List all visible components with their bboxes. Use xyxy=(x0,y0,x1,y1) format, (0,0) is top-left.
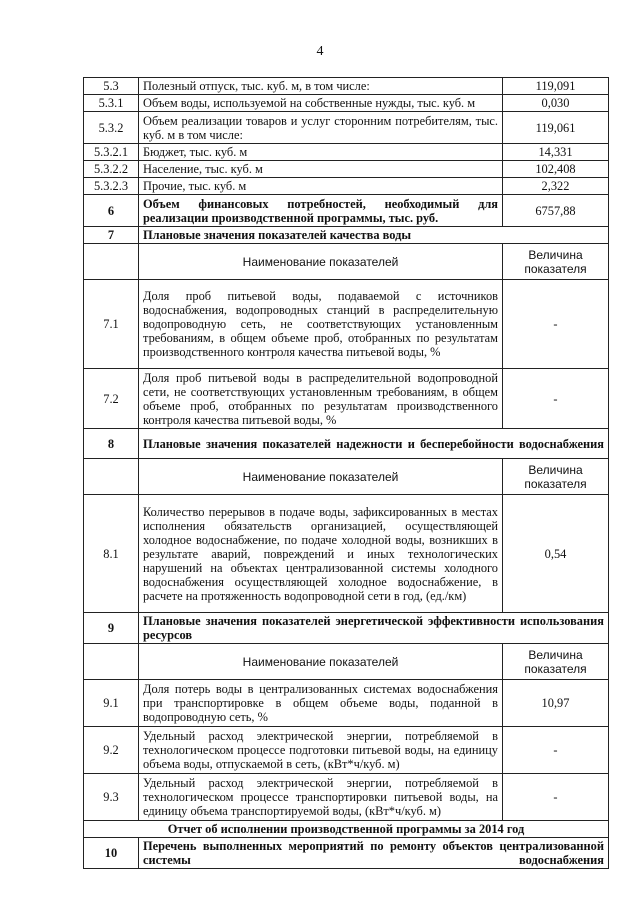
row-text: Доля потерь воды в централизованных системах водоснабжения при транспортировке в общем объеме воды, поданной в водопроводную сеть, % xyxy=(139,680,503,727)
table-row xyxy=(84,112,609,144)
row-value: - xyxy=(503,774,609,821)
row-text: Бюджет, тыс. куб. м xyxy=(139,144,503,161)
column-header-value: Величина показателя xyxy=(503,644,609,680)
column-header-row xyxy=(84,644,609,680)
row-number: 5.3.1 xyxy=(84,95,139,112)
row-number: 6 xyxy=(84,195,139,227)
row-text: Количество перерывов в подаче воды, зафиксированных в местах исполнения обязательств организацией, осуществляющей холодное водоснабжение, по подаче холодной воды, возникших в результате аварий, повреждений и иных технологических нарушений на объектах централизованной системы холодного водоснабжения осуществляющей холодное водоснабжение, в расчете на протяженность водопроводной сети в год, (ед./км) xyxy=(139,495,503,613)
row-value: 2,322 xyxy=(503,178,609,195)
table-row xyxy=(84,95,609,112)
table-row xyxy=(84,195,609,227)
row-number: 9.1 xyxy=(84,680,139,727)
section-row xyxy=(84,613,609,644)
section-row xyxy=(84,429,609,459)
table-row xyxy=(84,369,609,429)
empty-cell xyxy=(84,459,139,495)
row-value: - xyxy=(503,727,609,774)
column-header-row xyxy=(84,244,609,280)
table-row xyxy=(84,774,609,821)
row-number: 9.2 xyxy=(84,727,139,774)
report-heading: Отчет об исполнении производственной программы за 2014 год xyxy=(84,821,609,838)
row-number: 7.1 xyxy=(84,280,139,369)
table-row xyxy=(84,161,609,178)
row-text: Доля проб питьевой воды, подаваемой с источников водоснабжения, водопроводных станций в распределительную водопроводную сеть, не соответствующих установленным требованиям, в общем объеме проб, отобранных по результатам производственного контроля качества питьевой воды, % xyxy=(139,280,503,369)
empty-cell xyxy=(84,644,139,680)
column-header-name: Наименование показателей xyxy=(139,244,503,280)
section-title: Перечень выполненных мероприятий по ремонту объектов централизованной системы водоснабжения xyxy=(139,838,609,869)
empty-cell xyxy=(84,244,139,280)
row-number: 5.3.2.3 xyxy=(84,178,139,195)
row-number: 5.3.2.2 xyxy=(84,161,139,178)
section-number: 9 xyxy=(84,613,139,644)
row-text: Население, тыс. куб. м xyxy=(139,161,503,178)
column-header-name: Наименование показателей xyxy=(139,459,503,495)
row-text: Объем финансовых потребностей, необходимый для реализации производственной программы, тыс. руб. xyxy=(139,195,503,227)
column-header-value: Величина показателя xyxy=(503,459,609,495)
row-number: 5.3.2.1 xyxy=(84,144,139,161)
table-row xyxy=(84,280,609,369)
row-value: 0,030 xyxy=(503,95,609,112)
row-value: 119,091 xyxy=(503,78,609,95)
section-title: Плановые значения показателей надежности и бесперебойности водоснабжения xyxy=(139,429,609,459)
section-title: Плановые значения показателей энергетической эффективности использования ресурсов xyxy=(139,613,609,644)
table-row xyxy=(84,495,609,613)
row-number: 5.3.2 xyxy=(84,112,139,144)
row-number: 7.2 xyxy=(84,369,139,429)
column-header-value: Величина показателя xyxy=(503,244,609,280)
row-text: Объем реализации товаров и услуг сторонним потребителям, тыс. куб. м в том числе: xyxy=(139,112,503,144)
row-value: 102,408 xyxy=(503,161,609,178)
section-number: 8 xyxy=(84,429,139,459)
table-row xyxy=(84,178,609,195)
row-text: Прочие, тыс. куб. м xyxy=(139,178,503,195)
report-heading-row xyxy=(84,821,609,838)
row-value: - xyxy=(503,280,609,369)
column-header-row xyxy=(84,459,609,495)
page-number: 4 xyxy=(316,44,324,59)
row-text: Удельный расход электрической энергии, потребляемой в технологическом процессе транспортировки питьевой воды, на единицу объема транспортируемой воды, (кВт*ч/куб. м) xyxy=(139,774,503,821)
section-title: Плановые значения показателей качества воды xyxy=(139,227,609,244)
section-number: 7 xyxy=(84,227,139,244)
row-text: Объем воды, используемой на собственные нужды, тыс. куб. м xyxy=(139,95,503,112)
column-header-name: Наименование показателей xyxy=(139,644,503,680)
row-text: Доля проб питьевой воды в распределительной водопроводной сети, не соответствующих установленным требованиям, в общем объеме проб, отобранных по результатам производственного контроля качества питьевой воды, % xyxy=(139,369,503,429)
row-value: - xyxy=(503,369,609,429)
row-value: 119,061 xyxy=(503,112,609,144)
row-value: 6757,88 xyxy=(503,195,609,227)
row-number: 9.3 xyxy=(84,774,139,821)
table-row xyxy=(84,78,609,95)
section-row xyxy=(84,227,609,244)
section-row xyxy=(84,838,609,869)
table-row xyxy=(84,727,609,774)
row-text: Полезный отпуск, тыс. куб. м, в том числе: xyxy=(139,78,503,95)
table-row xyxy=(84,680,609,727)
row-number: 8.1 xyxy=(84,495,139,613)
row-value: 14,331 xyxy=(503,144,609,161)
row-value: 0,54 xyxy=(503,495,609,613)
indicators-table xyxy=(83,77,609,869)
row-value: 10,97 xyxy=(503,680,609,727)
table-row xyxy=(84,144,609,161)
row-text: Удельный расход электрической энергии, потребляемой в технологическом процессе подготовки питьевой воды, на единицу объема воды, отпускаемой в сеть, (кВт*ч/куб. м) xyxy=(139,727,503,774)
section-number: 10 xyxy=(84,838,139,869)
row-number: 5.3 xyxy=(84,78,139,95)
